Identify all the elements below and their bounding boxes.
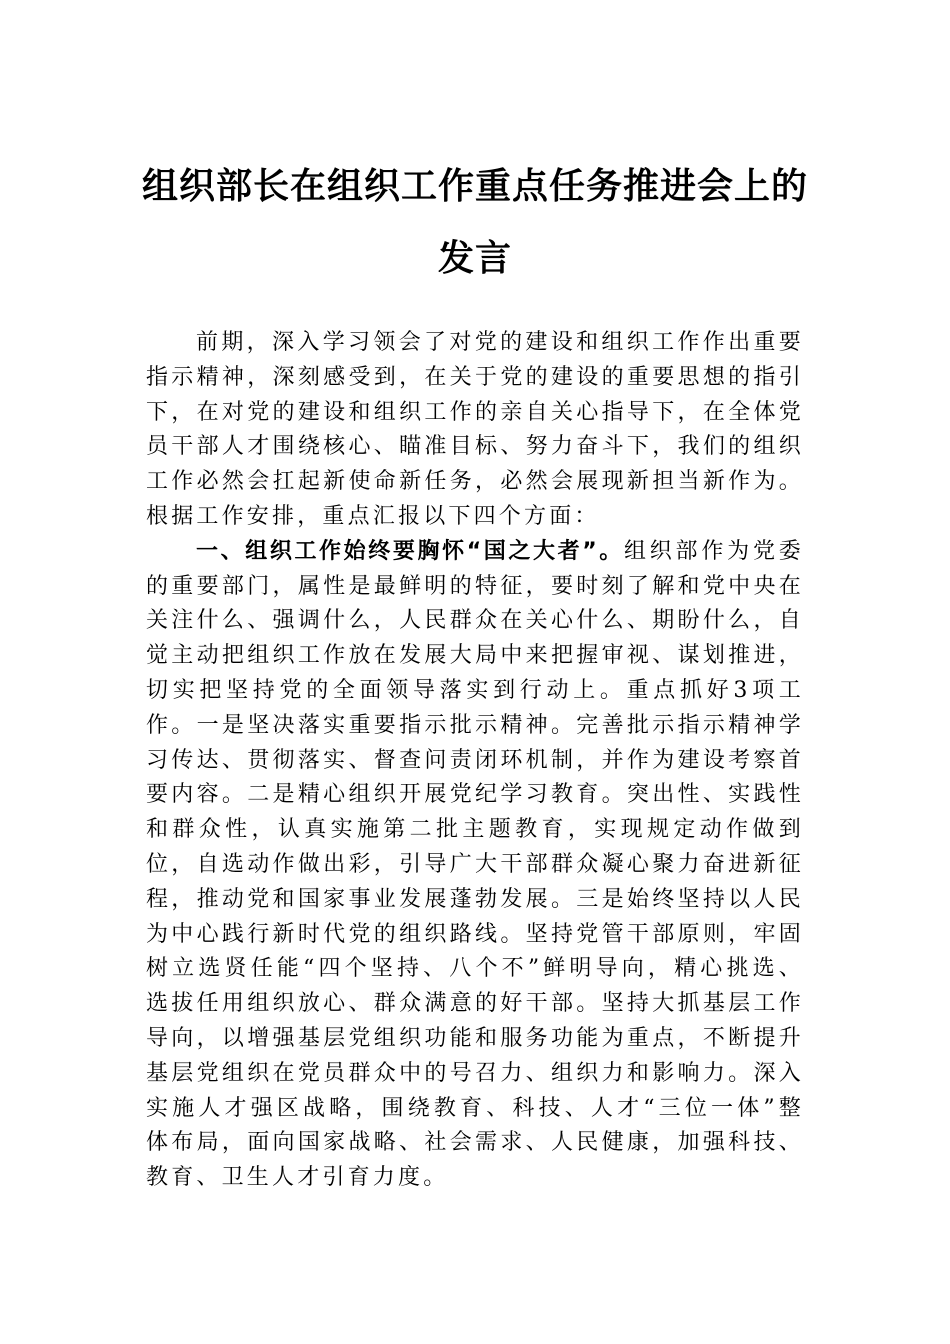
title-line-2: 发言: [437, 237, 512, 279]
section-1-text: 组织部作为党委的重要部门，属性是最鲜明的特征，要时刻了解和党中央在关注什么、强调什么，人民群众在关心什么、期盼什么，自觉主动把组织工作放在发展大局中来把握审视、谋划推进，切实把坚持党的全面领导落实到行动上。重点抓好3项工作。一是坚决落实重要指示批示精神。完善批示指示精神学习传达、贯彻落实、督查问责闭环机制，并作为建设考察首要内容。二是精心组织开展党纪学习教育。突出性、实践性和群众性，认真实施第二批主题教育，实现规定动作做到位，自选动作做出彩，引导广大干部群众凝心聚力奋进新征程，推动党和国家事业发展蓬勃发展。三是始终坚持以人民为中心践行新时代党的组织路线。坚持党管干部原则，牢固树立选贤任能“四个坚持、八个不”鲜明导向，精心挑选、选拔任用组织放心、群众满意的好干部。坚持大抓基层工作导向，以增强基层党组织功能和服务功能为重点，不断提升基层党组织在党员群众中的号召力、组织力和影响力。深入实施人才强区战略，围绕教育、科技、人才“三位一体”整体布局，面向国家战略、社会需求、人民健康，加强科技、教育、卫生人才引育力度。: [146, 538, 805, 1191]
document-body: [146, 326, 804, 1196]
section-1-heading: 一、组织工作始终要胸怀“国之大者”。: [196, 538, 624, 564]
intro-paragraph: 前期，深入学习领会了对党的建设和组织工作作出重要指示精神，深刻感受到，在关于党的建设的重要思想的指引下，在对党的建设和组织工作的亲自关心指导下，在全体党员干部人才围绕核心、瞄准目标、努力奋斗下，我们的组织工作必然会扛起新使命新任务，必然会展现新担当新作为。根据工作安排，重点汇报以下四个方面：: [146, 330, 804, 529]
document-title: [140, 150, 810, 294]
section-1-paragraph: [146, 535, 804, 1196]
title-line-1: 组织部长在组织工作重点任务推进会上的: [141, 165, 808, 207]
